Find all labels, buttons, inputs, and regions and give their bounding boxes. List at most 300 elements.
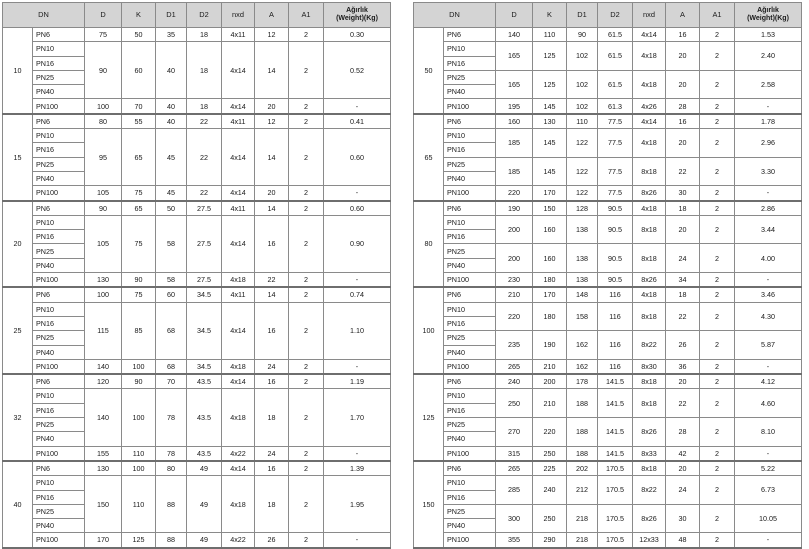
value-w: 5.22 [735,461,802,476]
value-d: 210 [496,287,533,302]
pn-cell: PN25 [444,331,496,345]
pn-cell: PN6 [33,114,85,129]
value-d2: 170.5 [598,504,633,533]
value-d2: 141.5 [598,446,633,461]
value-nxd: 4x14 [222,42,255,99]
value-a1: 2 [289,476,324,533]
value-w: 3.44 [735,215,802,244]
value-d1: 122 [567,129,598,158]
pn-cell: PN25 [444,244,496,258]
value-a1: 2 [289,28,324,42]
value-nxd: 4x18 [633,42,666,71]
value-d1: 188 [567,418,598,447]
value-w: 0.74 [324,287,391,302]
value-a: 22 [255,273,289,288]
value-nxd: 4x14 [222,186,255,201]
value-a: 26 [666,331,700,360]
value-nxd: 8x18 [633,389,666,418]
value-a: 20 [666,42,700,71]
value-d: 140 [496,28,533,42]
value-w: 4.30 [735,302,802,331]
value-w: 10.05 [735,504,802,533]
value-d: 235 [496,331,533,360]
value-d1: 162 [567,359,598,374]
value-w: 0.60 [324,129,391,186]
pn-cell: PN40 [444,171,496,185]
value-d1: 202 [567,461,598,476]
value-k: 50 [122,28,156,42]
table-row [414,186,802,201]
value-k: 170 [533,186,567,201]
value-nxd: 4x11 [222,114,255,129]
value-w: - [735,533,802,548]
value-nxd: 4x14 [222,302,255,359]
value-k: 125 [122,533,156,548]
value-k: 145 [533,99,567,114]
value-d1: 88 [156,476,187,533]
pn-cell: PN40 [33,171,85,185]
value-d2: 170.5 [598,476,633,505]
value-d: 80 [85,114,122,129]
value-a: 22 [666,302,700,331]
pn-cell: PN25 [33,244,85,258]
pn-cell: PN25 [33,157,85,171]
value-a: 18 [255,389,289,446]
value-a1: 2 [700,446,735,461]
value-k: 55 [122,114,156,129]
table-row [3,359,391,374]
value-d1: 148 [567,287,598,302]
value-nxd: 4x14 [633,114,666,129]
value-d: 265 [496,359,533,374]
table-row [414,389,802,403]
value-nxd: 4x18 [222,389,255,446]
value-d2: 141.5 [598,374,633,389]
value-w: - [735,446,802,461]
value-a1: 2 [289,533,324,548]
value-a1: 2 [700,28,735,42]
value-d2: 141.5 [598,389,633,418]
value-nxd: 4x14 [222,374,255,389]
value-d: 240 [496,374,533,389]
value-d2: 90.5 [598,273,633,288]
value-a1: 2 [289,446,324,461]
value-nxd: 4x18 [222,273,255,288]
value-nxd: 8x18 [633,461,666,476]
value-d2: 170.5 [598,461,633,476]
value-nxd: 4x18 [222,476,255,533]
value-nxd: 4x11 [222,28,255,42]
pn-cell: PN40 [33,85,85,99]
table-row [414,28,802,42]
pn-cell: PN100 [33,533,85,548]
header-dn: DN [3,3,85,28]
value-a: 14 [255,287,289,302]
table-row [3,389,391,403]
value-a1: 2 [700,186,735,201]
value-w: - [324,359,391,374]
value-a: 24 [255,446,289,461]
value-d2: 49 [187,461,222,476]
value-w: 0.52 [324,42,391,99]
table-row [414,418,802,432]
table-row [414,114,802,129]
header-k: K [122,3,156,28]
value-nxd: 12x33 [633,533,666,548]
value-d: 190 [496,201,533,216]
value-d2: 77.5 [598,186,633,201]
value-d1: 50 [156,201,187,216]
value-d: 220 [496,302,533,331]
value-w: 1.19 [324,374,391,389]
value-k: 160 [533,215,567,244]
value-d2: 18 [187,28,222,42]
table-row [3,186,391,201]
value-a: 24 [666,244,700,273]
table-row [3,28,391,42]
value-d2: 90.5 [598,201,633,216]
value-d2: 61.5 [598,28,633,42]
table-row [3,302,391,316]
value-d1: 70 [156,374,187,389]
value-a: 42 [666,446,700,461]
value-nxd: 4x18 [633,287,666,302]
value-k: 240 [533,476,567,505]
value-w: 4.00 [735,244,802,273]
value-a1: 2 [700,201,735,216]
value-nxd: 4x26 [633,99,666,114]
value-k: 190 [533,331,567,360]
value-d2: 27.5 [187,201,222,216]
table-row [3,42,391,56]
value-a: 22 [666,157,700,186]
value-k: 180 [533,302,567,331]
value-d1: 78 [156,446,187,461]
table-row [414,244,802,258]
value-nxd: 4x18 [633,70,666,99]
value-w: 4.60 [735,389,802,418]
value-a1: 2 [289,461,324,476]
table-row [3,287,391,302]
value-d: 100 [85,287,122,302]
dn-cell: 20 [3,201,33,288]
value-a: 20 [666,129,700,158]
value-d: 95 [85,129,122,186]
value-nxd: 4x14 [222,461,255,476]
pn-cell: PN16 [444,403,496,417]
table-row [3,461,391,476]
pn-cell: PN10 [33,302,85,316]
value-w: - [324,273,391,288]
value-a1: 2 [289,374,324,389]
value-a1: 2 [700,331,735,360]
value-a1: 2 [700,287,735,302]
value-a1: 2 [289,99,324,114]
value-w: 6.73 [735,476,802,505]
table-row [3,273,391,288]
value-k: 145 [533,157,567,186]
table-row [414,287,802,302]
pn-cell: PN100 [33,99,85,114]
value-a: 28 [666,418,700,447]
value-nxd: 4x11 [222,201,255,216]
value-a1: 2 [289,287,324,302]
value-a: 16 [666,114,700,129]
value-a: 16 [255,215,289,272]
table-row [3,476,391,490]
value-nxd: 8x18 [633,374,666,389]
flange-table-right [413,2,802,549]
header-d1: D1 [567,3,598,28]
value-d: 300 [496,504,533,533]
value-nxd: 4x18 [633,201,666,216]
value-d1: 178 [567,374,598,389]
dn-cell: 80 [414,201,444,288]
pn-cell: PN100 [33,273,85,288]
value-a1: 2 [700,461,735,476]
value-k: 180 [533,273,567,288]
value-a: 24 [255,359,289,374]
value-k: 75 [122,215,156,272]
value-a: 28 [666,99,700,114]
value-d1: 138 [567,273,598,288]
pn-cell: PN10 [33,476,85,490]
value-a1: 2 [700,418,735,447]
dn-cell: 10 [3,28,33,114]
value-a: 14 [255,129,289,186]
value-d2: 34.5 [187,287,222,302]
value-d2: 34.5 [187,302,222,359]
value-d1: 80 [156,461,187,476]
table-row [3,129,391,143]
value-a: 16 [255,374,289,389]
value-w: 3.46 [735,287,802,302]
value-k: 170 [533,287,567,302]
value-k: 125 [533,42,567,71]
value-d1: 35 [156,28,187,42]
pn-cell: PN100 [444,446,496,461]
table-row [414,157,802,171]
value-d1: 78 [156,389,187,446]
table-row [414,446,802,461]
value-d1: 40 [156,99,187,114]
value-k: 90 [122,374,156,389]
value-k: 65 [122,201,156,216]
value-a: 14 [255,201,289,216]
value-k: 100 [122,389,156,446]
pn-cell: PN100 [444,533,496,548]
value-k: 250 [533,446,567,461]
pn-cell: PN6 [444,374,496,389]
value-w: 1.53 [735,28,802,42]
pn-cell: PN10 [444,476,496,490]
value-d1: 128 [567,201,598,216]
value-d2: 141.5 [598,418,633,447]
pn-cell: PN40 [33,345,85,359]
value-d: 100 [85,99,122,114]
value-a: 30 [666,186,700,201]
pn-cell: PN10 [33,389,85,403]
pn-cell: PN100 [444,99,496,114]
pn-cell: PN40 [444,85,496,99]
value-a1: 2 [289,215,324,272]
value-nxd: 8x26 [633,504,666,533]
value-d1: 158 [567,302,598,331]
pn-cell: PN6 [33,201,85,216]
pn-cell: PN10 [33,215,85,229]
table-row [414,359,802,374]
value-k: 90 [122,273,156,288]
dn-cell: 25 [3,287,33,374]
value-a1: 2 [289,114,324,129]
value-d1: 102 [567,99,598,114]
pn-cell: PN10 [33,129,85,143]
value-k: 250 [533,504,567,533]
value-w: 1.39 [324,461,391,476]
value-a: 26 [255,533,289,548]
pn-cell: PN40 [444,432,496,446]
value-a1: 2 [700,504,735,533]
header-weight [324,3,391,28]
header-nxd: nxd [222,3,255,28]
value-nxd: 8x26 [633,273,666,288]
value-a1: 2 [289,359,324,374]
value-a1: 2 [289,302,324,359]
table-row [3,215,391,229]
value-nxd: 8x22 [633,331,666,360]
dn-cell: 150 [414,461,444,548]
header-d1: D1 [156,3,187,28]
value-k: 85 [122,302,156,359]
table-row [414,99,802,114]
value-a1: 2 [289,186,324,201]
pn-cell: PN25 [33,418,85,432]
value-d1: 102 [567,42,598,71]
value-a1: 2 [700,70,735,99]
table-header-row [414,3,802,28]
value-d: 200 [496,244,533,273]
header-d2: D2 [187,3,222,28]
value-nxd: 4x14 [222,215,255,272]
value-w: 5.87 [735,331,802,360]
value-a1: 2 [700,273,735,288]
value-a1: 2 [700,42,735,71]
value-d2: 43.5 [187,446,222,461]
right-flange-table-panel [413,2,802,549]
value-d2: 49 [187,476,222,533]
value-d: 165 [496,70,533,99]
value-a: 20 [666,374,700,389]
value-w: - [324,446,391,461]
value-a: 36 [666,359,700,374]
value-a: 16 [255,461,289,476]
table-row [414,461,802,476]
value-d: 105 [85,215,122,272]
value-a1: 2 [289,129,324,186]
value-w: - [735,99,802,114]
value-d: 105 [85,186,122,201]
value-d1: 90 [567,28,598,42]
value-k: 290 [533,533,567,548]
header-a1: A1 [700,3,735,28]
value-d2: 22 [187,129,222,186]
value-w: 1.95 [324,476,391,533]
value-w: 0.41 [324,114,391,129]
dn-cell: 100 [414,287,444,374]
table-row [3,374,391,389]
flange-table-left [2,2,391,549]
value-a1: 2 [700,129,735,158]
value-nxd: 8x26 [633,418,666,447]
pn-cell: PN16 [444,56,496,70]
value-d2: 49 [187,533,222,548]
value-d2: 90.5 [598,215,633,244]
value-nxd: 8x33 [633,446,666,461]
value-d2: 27.5 [187,215,222,272]
value-d: 265 [496,461,533,476]
value-a: 18 [666,201,700,216]
header-a: A [666,3,700,28]
table-row [414,201,802,216]
value-d2: 61.3 [598,99,633,114]
pn-cell: PN10 [444,42,496,56]
header-dn: DN [414,3,496,28]
pn-cell: PN10 [444,215,496,229]
value-d2: 116 [598,359,633,374]
value-d2: 77.5 [598,129,633,158]
value-nxd: 8x26 [633,186,666,201]
pn-cell: PN16 [444,230,496,244]
pn-cell: PN16 [33,403,85,417]
value-d1: 58 [156,273,187,288]
pn-cell: PN16 [33,56,85,70]
pn-cell: PN6 [444,287,496,302]
value-a: 20 [666,215,700,244]
value-d: 170 [85,533,122,548]
value-d2: 34.5 [187,359,222,374]
table-row [414,215,802,229]
table-row [3,533,391,548]
header-weight-line2: (Weight)(Kg) [747,15,789,22]
value-d1: 60 [156,287,187,302]
pn-cell: PN25 [444,504,496,518]
value-a1: 2 [700,374,735,389]
value-d2: 77.5 [598,114,633,129]
pn-cell: PN6 [33,28,85,42]
dn-cell: 65 [414,114,444,201]
value-a1: 2 [700,114,735,129]
value-d: 140 [85,389,122,446]
value-d2: 77.5 [598,157,633,186]
value-nxd: 4x11 [222,287,255,302]
value-w: 2.86 [735,201,802,216]
value-a1: 2 [700,476,735,505]
header-a1: A1 [289,3,324,28]
value-d: 315 [496,446,533,461]
pn-cell: PN40 [33,432,85,446]
value-nxd: 4x18 [633,129,666,158]
value-d1: 188 [567,446,598,461]
value-d: 90 [85,42,122,99]
pn-cell: PN100 [444,359,496,374]
value-k: 110 [122,476,156,533]
value-w: 0.30 [324,28,391,42]
left-flange-table-panel [2,2,391,549]
value-w: - [735,359,802,374]
table-header-row [3,3,391,28]
value-w: - [735,186,802,201]
header-d: D [85,3,122,28]
